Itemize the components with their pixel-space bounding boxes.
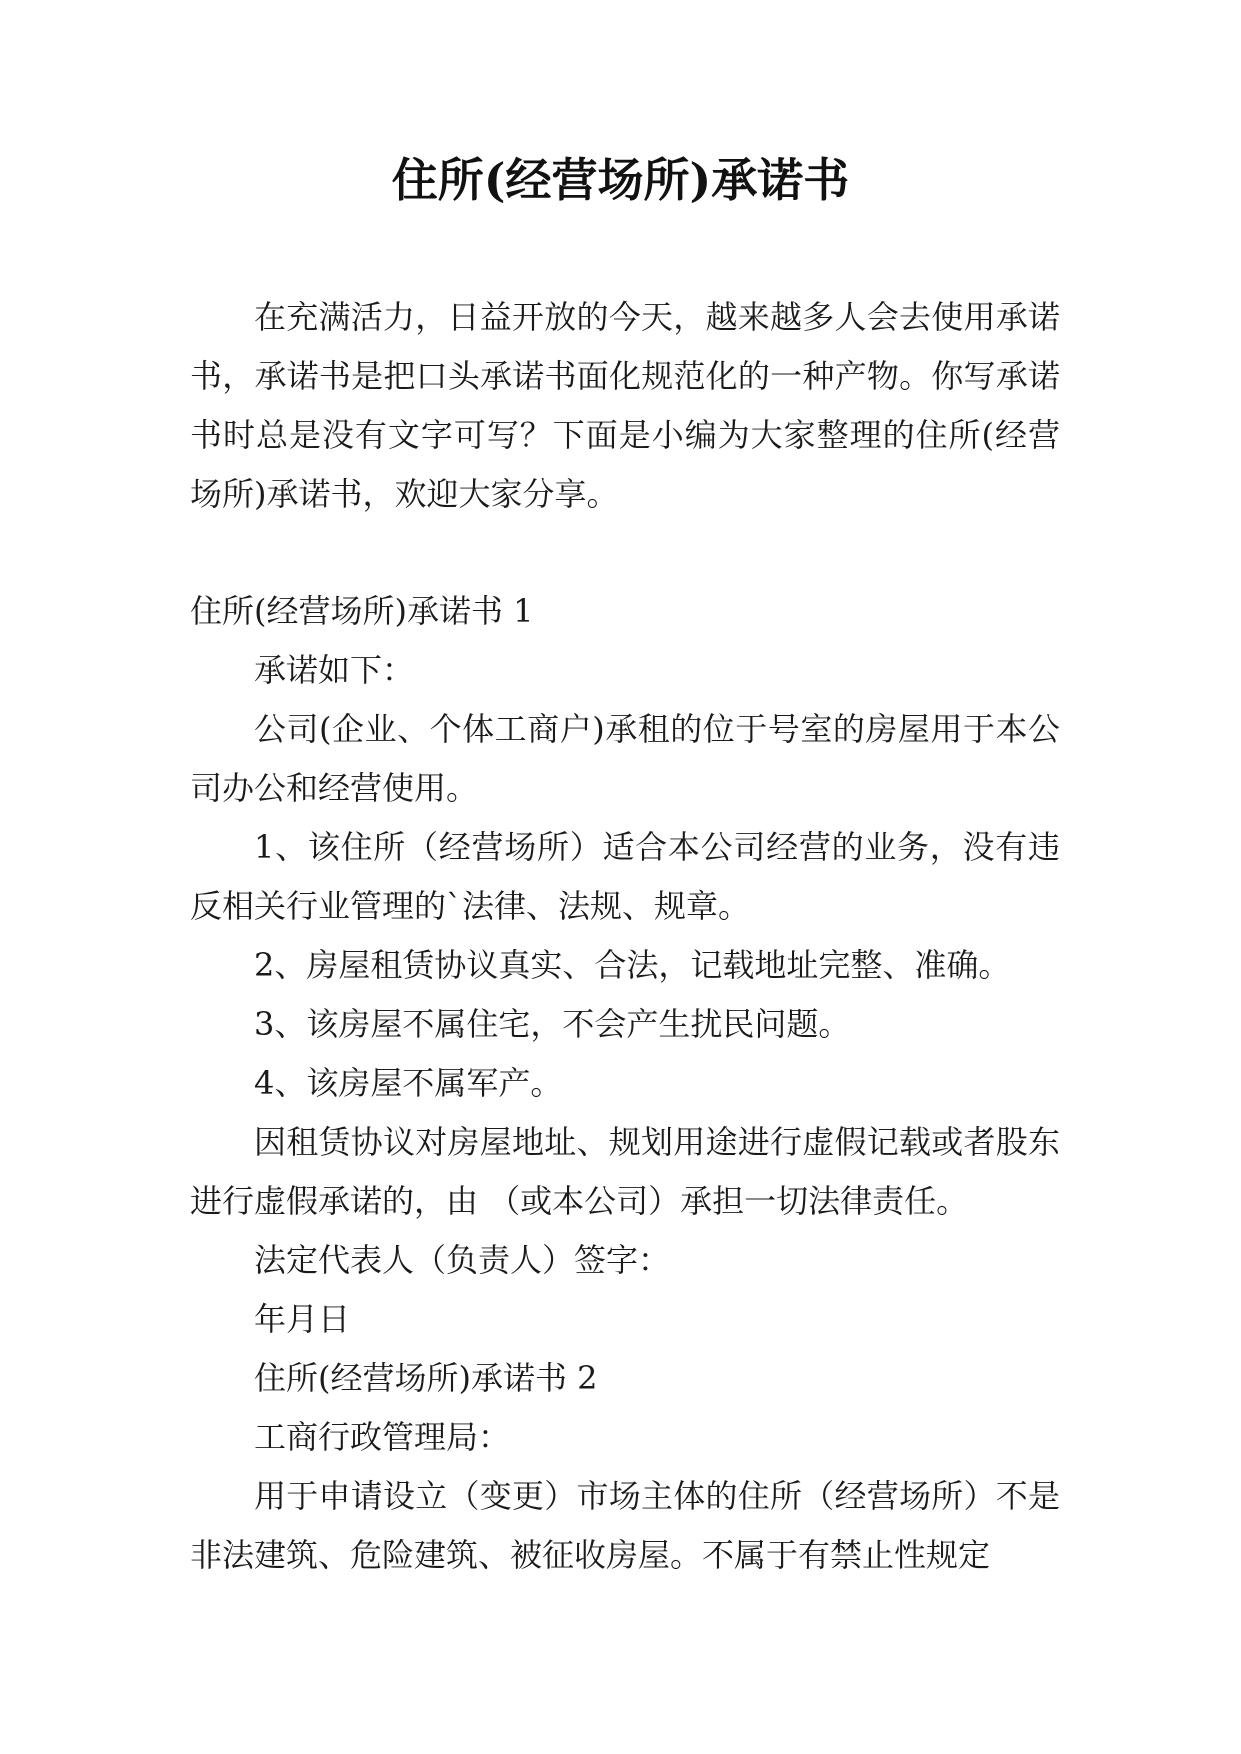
section1-item: 4、该房屋不属军产。 — [254, 1064, 563, 1102]
document-body — [190, 288, 1060, 1585]
section2-paragraph: 用于申请设立（变更）市场主体的住所（经营场所）不是非法建筑、危险建筑、被征收房屋。不属于有禁止性规定 — [190, 1477, 1060, 1574]
section1-heading: 住所(经营场所)承诺书 1 — [190, 592, 534, 630]
section-spacer — [190, 524, 1060, 582]
section1-opening: 承诺如下： — [254, 651, 415, 689]
section2-addressee: 工商行政管理局： — [254, 1418, 511, 1456]
section1-paragraph: 公司(企业、个体工商户)承租的位于号室的房屋用于本公司办公和经营使用。 — [190, 710, 1060, 807]
document-title: 住所(经营场所)承诺书 — [391, 153, 850, 207]
section1-item: 2、房屋租赁协议真实、合法，记载地址完整、准确。 — [254, 946, 1011, 984]
section1-liability-paragraph: 因租赁协议对房屋地址、规划用途进行虚假记载或者股东进行虚假承诺的，由 （或本公司）承担一切法律责任。 — [190, 1123, 1060, 1220]
date-line: 年月日 — [254, 1300, 351, 1338]
section1-item: 1、该住所（经营场所）适合本公司经营的业务，没有违反相关行业管理的`法律、法规、规章。 — [190, 828, 1060, 925]
intro-paragraph: 在充满活力，日益开放的今天，越来越多人会去使用承诺书，承诺书是把口头承诺书面化规范化的一种产物。你写承诺书时总是没有文字可写？下面是小编为大家整理的住所(经营场所)承诺书，欢迎大家分享。 — [190, 298, 1060, 513]
section1-item: 3、该房屋不属住宅，不会产生扰民问题。 — [254, 1005, 851, 1043]
signature-line: 法定代表人（负责人）签字： — [254, 1241, 671, 1279]
section2-heading: 住所(经营场所)承诺书 2 — [254, 1359, 598, 1397]
